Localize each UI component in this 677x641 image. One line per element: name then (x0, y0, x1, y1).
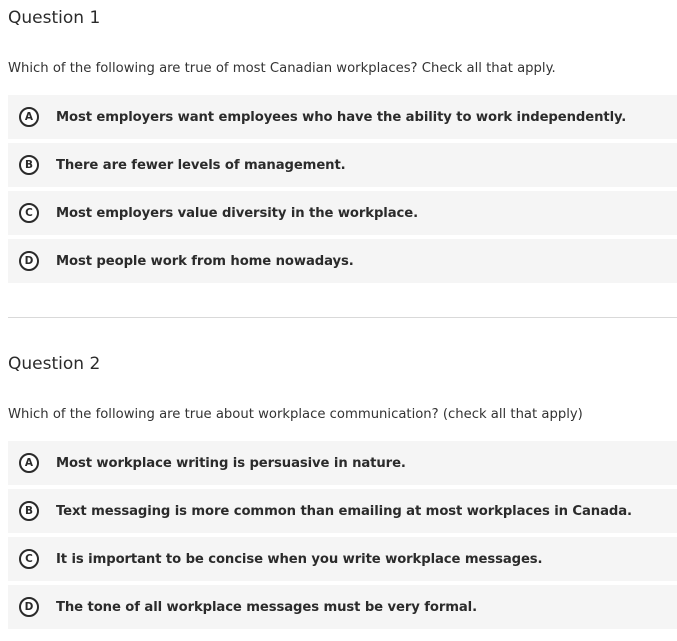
question-title: Question 2 (8, 354, 101, 374)
option-label: The tone of all workplace messages must be very formal. (56, 599, 478, 615)
question-divider (8, 317, 677, 318)
option-label: Most people work from home nowadays. (56, 253, 354, 269)
option-label: It is important to be concise when you write workplace messages. (56, 551, 543, 567)
option-a[interactable] (8, 95, 677, 139)
question-title: Question 1 (8, 8, 101, 28)
option-letter-badge: D (19, 597, 39, 617)
option-b[interactable] (8, 143, 677, 187)
option-letter-badge: C (19, 549, 39, 569)
option-c[interactable] (8, 191, 677, 235)
option-letter-badge: C (19, 203, 39, 223)
option-label: Most employers want employees who have the ability to work independently. (56, 109, 627, 125)
option-letter-badge: A (19, 453, 39, 473)
option-c[interactable] (8, 537, 677, 581)
option-letter-badge: B (19, 501, 39, 521)
option-b[interactable] (8, 489, 677, 533)
option-letter-badge: D (19, 251, 39, 271)
option-label: There are fewer levels of management. (56, 157, 346, 173)
option-letter-badge: B (19, 155, 39, 175)
option-d[interactable] (8, 585, 677, 629)
question-prompt: Which of the following are true about workplace communication? (check all that apply) (8, 407, 583, 422)
option-a[interactable] (8, 441, 677, 485)
option-letter-badge: A (19, 107, 39, 127)
question-prompt: Which of the following are true of most Canadian workplaces? Check all that apply. (8, 61, 556, 76)
option-label: Text messaging is more common than emailing at most workplaces in Canada. (56, 503, 632, 519)
option-d[interactable] (8, 239, 677, 283)
option-label: Most workplace writing is persuasive in nature. (56, 455, 406, 471)
option-label: Most employers value diversity in the workplace. (56, 205, 418, 221)
